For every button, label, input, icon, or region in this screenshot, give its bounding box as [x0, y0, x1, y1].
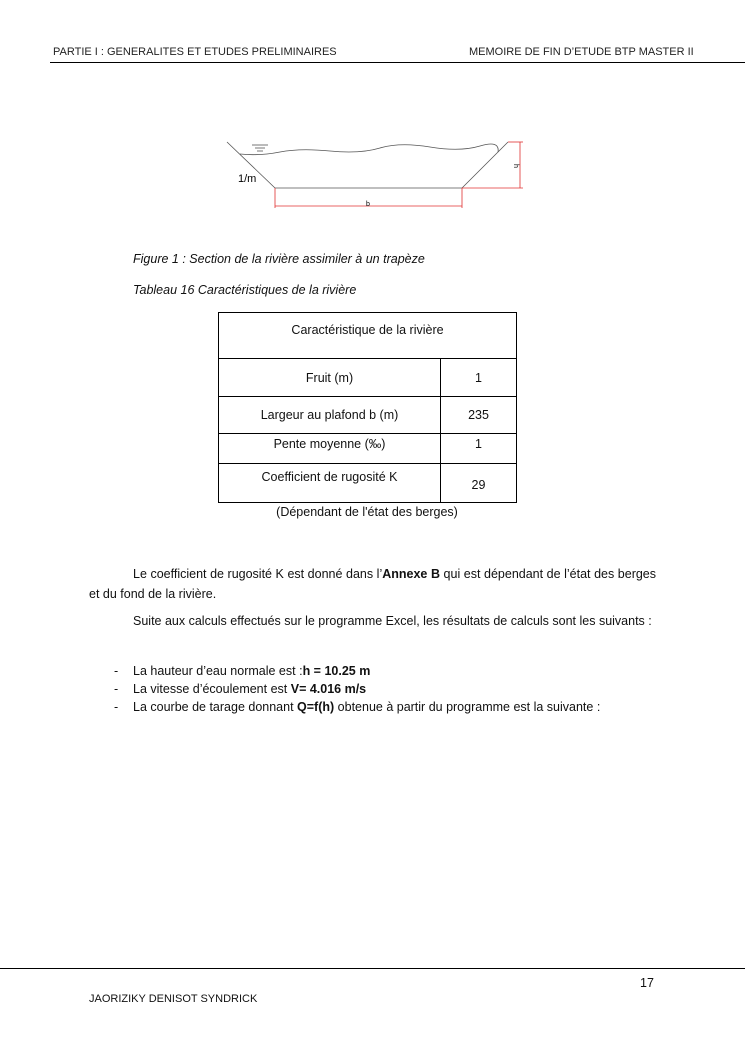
footer-rule	[0, 968, 745, 969]
header-right: MEMOIRE DE FIN D’ETUDE BTP MASTER II	[469, 46, 694, 58]
table-row	[219, 397, 517, 434]
footer-author: JAORIZIKY DENISOT SYNDRICK	[89, 993, 258, 1005]
row-label: Largeur au plafond b (m)	[219, 397, 441, 434]
table-row	[219, 434, 517, 464]
base-label: b	[366, 201, 370, 208]
table-title: Caractéristique de la rivière	[219, 313, 517, 359]
paragraph-annexe: Le coefficient de rugosité K est donné dans l’Annexe B qui est dépendant de l’état des berges et du fond de la rivière.	[89, 567, 657, 601]
table-note: (Dépendant de l'état des berges)	[276, 505, 458, 519]
list-item: - La vitesse d’écoulement est V= 4.016 m/s	[114, 682, 367, 696]
slope-label: 1/m	[238, 173, 257, 185]
figure-caption: Figure 1 : Section de la rivière assimiler à un trapèze	[133, 252, 425, 266]
table-row	[219, 464, 517, 503]
row-label: Coefficient de rugosité K	[219, 464, 441, 503]
row-value: 1	[441, 434, 517, 464]
paragraph-results: Suite aux calculs effectués sur le programme Excel, les résultats de calculs sont les suivants :	[133, 614, 652, 628]
row-value: 29	[441, 464, 517, 503]
table-caption: Tableau 16 Caractéristiques de la rivière	[133, 283, 357, 297]
row-label: Pente moyenne (‰)	[219, 434, 441, 464]
header-left: PARTIE I : GENERALITES ET ETUDES PRELIMINAIRES	[53, 46, 337, 58]
row-value: 1	[441, 359, 517, 397]
height-label: h	[512, 164, 519, 168]
results-list	[89, 662, 669, 716]
list-item: - La hauteur d’eau normale est :h = 10.25 m	[114, 664, 371, 678]
trapezoid-section-figure	[220, 130, 530, 215]
row-value: 235	[441, 397, 517, 434]
table-row	[219, 359, 517, 397]
header-rule	[50, 62, 745, 63]
page-number: 17	[640, 976, 654, 990]
list-item: - La courbe de tarage donnant Q=f(h) obtenue à partir du programme est la suivante :	[114, 700, 601, 714]
river-characteristics-table	[218, 312, 517, 503]
row-label: Fruit (m)	[219, 359, 441, 397]
